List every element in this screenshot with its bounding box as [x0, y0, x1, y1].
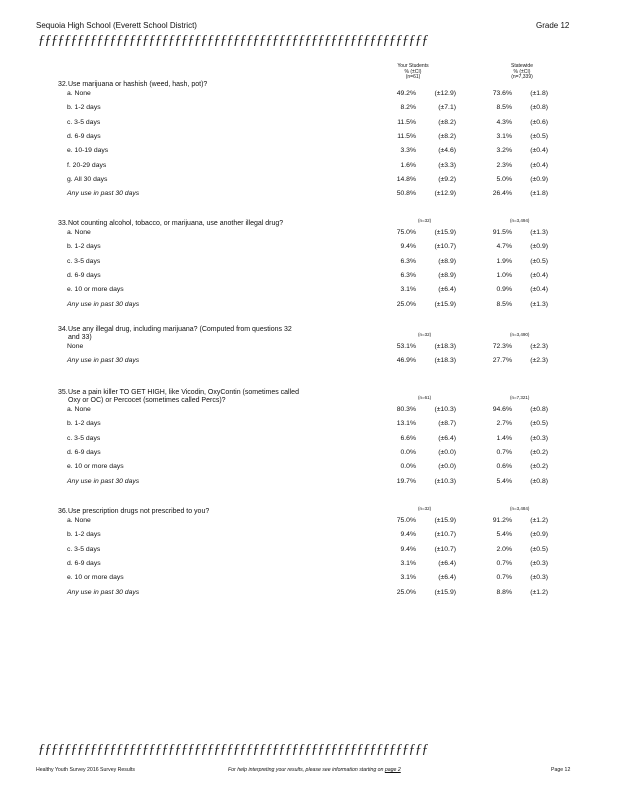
statewide-percent: 0.6% — [496, 463, 512, 471]
your-ci: (±10.3) — [434, 477, 456, 485]
statewide-percent: 73.6% — [492, 90, 512, 97]
your-percent: 75.0% — [396, 229, 416, 236]
statewide-ci: (±0.3) — [530, 434, 548, 442]
response-label: c. 3-5 days — [67, 257, 101, 265]
statewide-percent: 2.0% — [496, 545, 512, 553]
your-ci: (±0.0) — [438, 448, 456, 456]
your-percent: 13.1% — [396, 420, 416, 428]
footer-help-prefix: For help interpreting your results, please see information starting on — [228, 767, 385, 773]
response-label: b. 1-2 days — [67, 104, 101, 112]
your-ci: (±10.7) — [434, 243, 456, 251]
statewide-ci: (±0.5) — [530, 132, 548, 140]
statewide-ci: (±0.5) — [530, 257, 548, 265]
statewide-percent: 4.3% — [496, 118, 512, 126]
your-percent: 0.0% — [400, 448, 416, 456]
statewide-n-label: (n=3,490) — [510, 332, 530, 337]
statewide-percent: 0.7% — [496, 559, 512, 567]
your-percent: 0.0% — [400, 463, 416, 471]
your-ci: (±8.2) — [438, 118, 456, 126]
statewide-percent: 1.4% — [496, 434, 512, 442]
your-percent: 1.6% — [400, 161, 416, 169]
your-ci: (±8.2) — [438, 132, 456, 140]
your-percent: 25.0% — [396, 588, 416, 596]
statewide-header — [497, 64, 547, 81]
your-percent: 3.1% — [400, 559, 416, 567]
your-percent: 80.3% — [396, 406, 416, 413]
your-ci: (±8.9) — [438, 257, 456, 265]
statewide-percent: 91.2% — [492, 517, 512, 524]
your-percent: 75.0% — [396, 517, 416, 524]
statewide-ci: (±0.3) — [530, 574, 548, 582]
response-label: e. 10 or more days — [67, 463, 124, 471]
response-label: b. 1-2 days — [67, 420, 101, 428]
your-ci: (±10.3) — [434, 406, 456, 413]
statewide-percent: 5.4% — [496, 477, 512, 485]
your-ci: (±6.4) — [438, 559, 456, 567]
response-label: a. None — [67, 229, 91, 236]
your-ci: (±0.0) — [438, 463, 456, 471]
your-ci: (±3.3) — [438, 161, 456, 169]
your-percent: 3.1% — [400, 574, 416, 582]
statewide-ci: (±0.8) — [530, 406, 548, 413]
your-percent: 6.3% — [400, 271, 416, 279]
any-use-label: Any use in past 30 days — [67, 477, 140, 485]
statewide-percent: 0.9% — [496, 286, 512, 294]
your-percent: 53.1% — [396, 343, 416, 350]
response-label: b. 1-2 days — [67, 531, 101, 539]
statewide-ci: (±0.4) — [530, 271, 548, 279]
your-ci: (±12.9) — [434, 90, 456, 97]
any-use-label: Any use in past 30 days — [67, 588, 140, 596]
statewide-percent: 2.3% — [496, 161, 512, 169]
question-text: Use any illegal drug, including marijuana? (Computed from questions 32 — [68, 326, 292, 333]
response-label: c. 3-5 days — [67, 434, 101, 442]
your-ci: (±9.2) — [438, 175, 456, 183]
your-percent: 9.4% — [400, 545, 416, 553]
your-percent: 8.2% — [400, 104, 416, 112]
response-label: d. 6-9 days — [67, 559, 101, 567]
statewide-ci: (±1.2) — [530, 517, 548, 524]
your-percent: 6.3% — [400, 257, 416, 265]
statewide-ci: (±2.3) — [530, 343, 548, 350]
question-text: Use a pain killer TO GET HIGH, like Vicodin, OxyContin (sometimes called — [68, 389, 299, 396]
statewide-percent: 2.7% — [496, 420, 512, 428]
statewide-ci: (±0.9) — [530, 175, 548, 183]
response-label: e. 10 or more days — [67, 574, 124, 582]
your-ci: (±6.4) — [438, 286, 456, 294]
statewide-n-label: (n=3,494) — [510, 218, 530, 223]
your-ci: (±7.1) — [438, 104, 456, 112]
statewide-percent: 72.3% — [492, 343, 512, 350]
statewide-percent: 1.0% — [496, 271, 512, 279]
your-ci: (±15.9) — [434, 517, 456, 524]
response-label: g. All 30 days — [67, 175, 108, 183]
statewide-percent: 91.5% — [492, 229, 512, 236]
your-percent: 9.4% — [400, 243, 416, 251]
statewide-percent: 4.7% — [496, 243, 512, 251]
your-percent: 6.6% — [400, 434, 416, 442]
statewide-percent: 3.2% — [496, 147, 512, 155]
statewide-ci: (±1.8) — [530, 190, 548, 198]
your-percent: 9.4% — [400, 531, 416, 539]
your-students-header — [388, 64, 438, 81]
your-percent: 3.3% — [400, 147, 416, 155]
response-label: None — [67, 343, 84, 350]
question-text: Oxy or OC) or Percocet (sometimes called Percs)? — [68, 397, 226, 404]
statewide-ci: (±0.8) — [530, 477, 548, 485]
your-n-label: (n=32) — [418, 218, 432, 223]
your-ci: (±12.9) — [434, 190, 456, 198]
statewide-percent: 8.5% — [496, 300, 512, 308]
response-label: b. 1-2 days — [67, 243, 101, 251]
your-ci: (±8.9) — [438, 271, 456, 279]
statewide-percent: 26.4% — [492, 190, 512, 198]
statewide-ci: (±0.9) — [530, 531, 548, 539]
your-percent: 50.8% — [396, 190, 416, 198]
response-label: a. None — [67, 517, 91, 524]
statewide-ci: (±0.5) — [530, 420, 548, 428]
response-label: e. 10 or more days — [67, 286, 124, 294]
response-label: e. 10-19 days — [67, 147, 109, 155]
any-use-label: Any use in past 30 days — [67, 190, 140, 198]
statewide-ci: (±1.2) — [530, 588, 548, 596]
statewide-n-label: (n=3,484) — [510, 506, 530, 511]
your-students-n: (n=61) — [405, 74, 421, 80]
response-label: a. None — [67, 406, 91, 413]
statewide-ci: (±1.8) — [530, 90, 548, 97]
statewide-line1: Statewide — [511, 63, 533, 69]
statewide-n: (n=7,339) — [511, 74, 533, 80]
statewide-ci: (±0.6) — [530, 118, 548, 126]
statewide-percent: 8.8% — [496, 588, 512, 596]
statewide-ci: (±0.9) — [530, 243, 548, 251]
your-ci: (±15.9) — [434, 229, 456, 236]
statewide-ci: (±1.3) — [530, 229, 548, 236]
your-ci: (±10.7) — [434, 545, 456, 553]
statewide-ci: (±0.2) — [530, 463, 548, 471]
your-n-label: (n=61) — [418, 395, 432, 400]
response-label: a. None — [67, 90, 91, 97]
your-ci: (±15.9) — [434, 300, 456, 308]
footer-survey-name: Healthy Youth Survey 2016 Survey Results — [36, 767, 135, 773]
your-percent: 3.1% — [400, 286, 416, 294]
your-ci: (±18.3) — [434, 357, 456, 365]
question-text: Use marijuana or hashish (weed, hash, pot)? — [68, 81, 208, 88]
footer-page-link[interactable]: page 2 — [384, 767, 401, 773]
your-percent: 25.0% — [396, 300, 416, 308]
question-text: and 33) — [68, 334, 92, 341]
statewide-ci: (±0.5) — [530, 545, 548, 553]
your-percent: 46.9% — [396, 357, 416, 365]
response-label: c. 3-5 days — [67, 118, 101, 126]
statewide-ci: (±0.3) — [530, 559, 548, 567]
response-label: d. 6-9 days — [67, 132, 101, 140]
your-ci: (±6.4) — [438, 574, 456, 582]
response-label: d. 6-9 days — [67, 271, 101, 279]
your-percent: 19.7% — [396, 477, 416, 485]
your-n-label: (n=32) — [418, 332, 432, 337]
any-use-label: Any use in past 30 days — [67, 300, 140, 308]
response-label: f. 20-29 days — [67, 161, 107, 169]
statewide-percent: 94.6% — [492, 406, 512, 413]
statewide-percent: 5.4% — [496, 531, 512, 539]
your-students-line2: % (±CI) — [404, 68, 422, 75]
statewide-ci: (±0.2) — [530, 448, 548, 456]
statewide-percent: 0.7% — [496, 448, 512, 456]
your-percent: 11.5% — [397, 132, 416, 140]
your-students-line1: Your Students — [397, 63, 429, 69]
footer-help-text — [228, 767, 401, 773]
statewide-ci: (±2.3) — [530, 357, 548, 365]
your-ci: (±10.7) — [434, 531, 456, 539]
your-ci: (±8.7) — [438, 420, 456, 428]
statewide-percent: 8.5% — [496, 104, 512, 112]
your-n-label: (n=32) — [418, 506, 432, 511]
statewide-ci: (±1.3) — [530, 300, 548, 308]
question-text: Use prescription drugs not prescribed to you? — [68, 508, 210, 515]
your-ci: (±15.9) — [434, 588, 456, 596]
statewide-percent: 3.1% — [496, 132, 512, 140]
statewide-percent: 5.0% — [496, 175, 512, 183]
school-title: Sequoia High School (Everett School District) — [36, 21, 197, 30]
statewide-ci: (±0.4) — [530, 147, 548, 155]
statewide-n-label: (n=7,321) — [510, 395, 530, 400]
page-number: Page 12 — [551, 767, 571, 773]
bottom-rule: ƒƒƒƒƒƒƒƒƒƒƒƒƒƒƒƒƒƒƒƒƒƒƒƒƒƒƒƒƒƒƒƒƒƒƒƒƒƒƒƒƒƒƒƒƒƒƒƒƒƒƒƒƒƒƒƒƒƒƒƒ — [38, 742, 428, 757]
your-percent: 11.5% — [397, 118, 416, 126]
top-rule: ƒƒƒƒƒƒƒƒƒƒƒƒƒƒƒƒƒƒƒƒƒƒƒƒƒƒƒƒƒƒƒƒƒƒƒƒƒƒƒƒƒƒƒƒƒƒƒƒƒƒƒƒƒƒƒƒƒƒƒƒ — [38, 33, 428, 48]
statewide-ci: (±0.4) — [530, 161, 548, 169]
response-label: c. 3-5 days — [67, 545, 101, 553]
statewide-percent: 0.7% — [496, 574, 512, 582]
grade-label: Grade 12 — [536, 21, 570, 30]
your-ci: (±6.4) — [438, 434, 456, 442]
your-ci: (±18.3) — [434, 343, 456, 350]
statewide-percent: 1.9% — [496, 257, 512, 265]
response-label: d. 6-9 days — [67, 448, 101, 456]
statewide-ci: (±0.8) — [530, 104, 548, 112]
question-text: Not counting alcohol, tobacco, or marijuana, use another illegal drug? — [68, 220, 284, 227]
statewide-ci: (±0.4) — [530, 286, 548, 294]
your-percent: 49.2% — [396, 90, 416, 97]
statewide-percent: 27.7% — [492, 357, 512, 365]
your-percent: 14.8% — [396, 175, 416, 183]
any-use-label: Any use in past 30 days — [67, 357, 140, 365]
statewide-line2: % (±CI) — [513, 68, 531, 75]
your-ci: (±4.6) — [438, 147, 456, 155]
